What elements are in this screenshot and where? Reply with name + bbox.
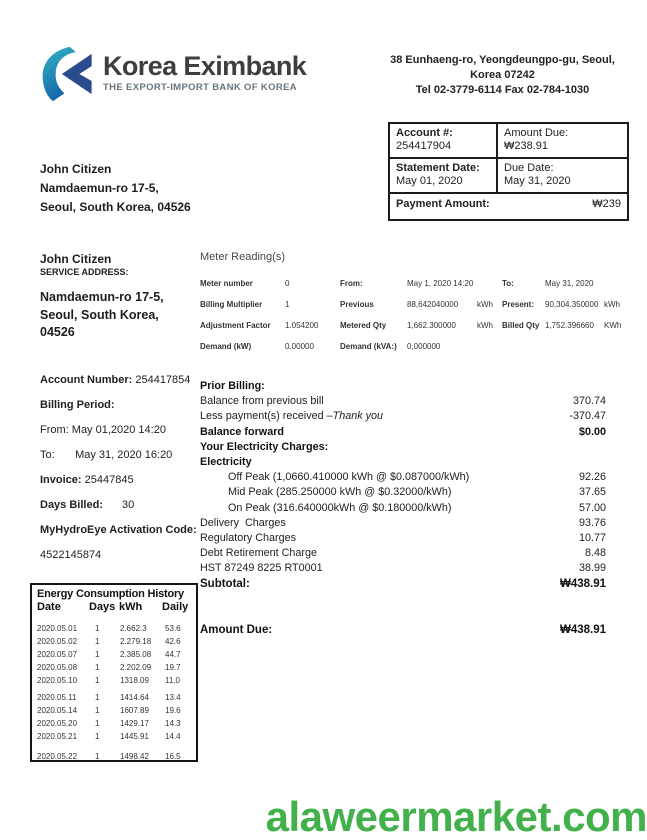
payment-amount-label: Payment Amount: bbox=[396, 198, 490, 210]
energy-consumption-header bbox=[32, 600, 196, 616]
meter-cell: Meter number bbox=[200, 279, 253, 288]
meter-reading-row bbox=[200, 295, 636, 316]
charge-line bbox=[200, 501, 606, 516]
consumption-row bbox=[32, 649, 196, 662]
consumption-cell: 1498.42 bbox=[120, 752, 149, 761]
meter-cell: Adjustment Factor bbox=[200, 321, 271, 330]
mailing-address bbox=[40, 160, 191, 217]
meter-reading-row bbox=[200, 337, 636, 358]
charge-label: Debt Retirement Charge bbox=[200, 547, 318, 560]
consumption-cell: 2020.05.20 bbox=[37, 719, 78, 728]
subtotal-label: Subtotal: bbox=[200, 578, 250, 590]
consumption-cell: 1 bbox=[95, 693, 100, 702]
bank-address bbox=[375, 53, 630, 98]
charge-line bbox=[200, 425, 606, 440]
consumption-row bbox=[32, 705, 196, 718]
subtotal-row bbox=[200, 578, 606, 590]
subtotal-value: ₩438.91 bbox=[559, 578, 606, 590]
meter-cell: Present: bbox=[502, 300, 535, 309]
meter-cell: KWh bbox=[604, 321, 622, 330]
consumption-cell: 1429.17 bbox=[120, 719, 149, 728]
meter-reading-row bbox=[200, 274, 636, 295]
meter-cell: From: bbox=[340, 279, 363, 288]
charge-line bbox=[200, 485, 606, 500]
consumption-cell: 1 bbox=[95, 732, 100, 741]
charge-label: Regulatory Charges bbox=[200, 531, 297, 544]
consumption-cell: 1 bbox=[95, 719, 100, 728]
bank-address-line: 38 Eunhaeng-ro, Yeongdeungpo-gu, Seoul, bbox=[390, 54, 615, 66]
bank-address-line: Korea 07242 bbox=[470, 69, 535, 81]
meter-cell: Billed Qty bbox=[502, 321, 540, 330]
meter-cell: To: bbox=[502, 279, 514, 288]
charge-amount: $0.00 bbox=[578, 425, 606, 438]
charge-label: HST 87249 8225 RT0001 bbox=[200, 562, 323, 575]
column-header-daily: Daily bbox=[162, 601, 189, 613]
amount-due-cell bbox=[496, 124, 627, 159]
consumption-cell: 16.5 bbox=[165, 752, 181, 761]
charge-amount: -370.47 bbox=[569, 410, 606, 423]
consumption-cell: 1445.91 bbox=[120, 732, 149, 741]
meter-cell: 0.00000 bbox=[285, 342, 314, 351]
charge-amount: 10.77 bbox=[578, 531, 606, 544]
meter-reading-row bbox=[200, 316, 636, 337]
energy-consumption-table bbox=[30, 583, 198, 762]
meter-cell: May 1, 2020 14:20 bbox=[407, 279, 474, 288]
invoice-line: Invoice: 25447845 bbox=[40, 474, 134, 486]
meter-cell: Billing Multiplier bbox=[200, 300, 263, 309]
amount-due-total-label: Amount Due: bbox=[200, 624, 273, 636]
charge-line bbox=[200, 516, 606, 531]
consumption-cell: 2020.05.10 bbox=[37, 676, 78, 685]
consumption-cell: 1607.89 bbox=[120, 706, 149, 715]
charge-amount: 57.00 bbox=[578, 501, 606, 514]
bank-tagline: THE EXPORT-IMPORT BANK OF KOREA bbox=[103, 82, 297, 93]
meter-cell: 1,752.396660 bbox=[545, 321, 594, 330]
charge-label: Your Electricity Charges: bbox=[200, 440, 329, 453]
account-number-value: 254417904 bbox=[396, 140, 452, 152]
meter-cell: 1 bbox=[285, 300, 290, 309]
account-details bbox=[40, 374, 197, 574]
consumption-cell: 19.7 bbox=[165, 663, 181, 672]
consumption-cell: 11.0 bbox=[165, 676, 180, 685]
charge-line bbox=[200, 455, 606, 470]
consumption-cell: 19.6 bbox=[165, 706, 181, 715]
consumption-cell: 2020.05.21 bbox=[37, 732, 78, 741]
consumption-cell: 2.385.08 bbox=[120, 650, 152, 659]
amount-due-value: ₩238.91 bbox=[504, 140, 549, 152]
mailing-address-line: Seoul, South Korea, 04526 bbox=[40, 200, 191, 214]
consumption-cell: 2.662.3 bbox=[120, 624, 147, 633]
consumption-cell: 2020.05.02 bbox=[37, 637, 78, 646]
charge-label: Delivery Charges bbox=[200, 516, 286, 529]
service-address-line: Namdaemun-ro 17-5, bbox=[40, 290, 164, 304]
consumption-cell: 1 bbox=[95, 650, 100, 659]
charge-line bbox=[200, 409, 606, 424]
billing-period-label: Billing Period: bbox=[40, 399, 115, 411]
column-header-date: Date bbox=[37, 601, 61, 613]
charge-amount: 93.76 bbox=[578, 516, 606, 529]
meter-cell: 1,662.300000 bbox=[407, 321, 456, 330]
consumption-cell: 1 bbox=[95, 663, 100, 672]
consumption-cell: 2020.05.14 bbox=[37, 706, 78, 715]
bank-address-line: Tel 02-3779-6114 Fax 02-784-1030 bbox=[415, 84, 590, 96]
meter-cell: Previous bbox=[340, 300, 374, 309]
consumption-cell: 1414.64 bbox=[120, 693, 149, 702]
consumption-cell: 2.279.18 bbox=[120, 637, 152, 646]
charge-label: Balance forward bbox=[200, 425, 285, 438]
watermark-text: alaweermarket.com bbox=[265, 793, 647, 840]
account-number-label: Account #: bbox=[396, 127, 453, 139]
billing-period-from: From: May 01,2020 14:20 bbox=[40, 424, 166, 436]
consumption-row bbox=[32, 662, 196, 675]
meter-cell: kWh bbox=[477, 300, 493, 309]
consumption-row bbox=[32, 718, 196, 731]
due-date-label: Due Date: bbox=[504, 162, 554, 174]
charge-amount: 37.65 bbox=[578, 486, 606, 499]
charge-label: Electricity bbox=[200, 455, 252, 468]
meter-cell: 1.054200 bbox=[285, 321, 319, 330]
account-number-line: Account Number: 254417854 bbox=[40, 374, 191, 386]
service-address-line: Seoul, South Korea, bbox=[40, 307, 159, 322]
charge-line bbox=[200, 546, 606, 561]
charge-label: Mid Peak (285.250000 kWh @ $0.32000/kWh) bbox=[228, 486, 452, 499]
payment-amount-row bbox=[390, 194, 627, 219]
charge-amount: 38.99 bbox=[578, 562, 606, 575]
mailing-address-line: John Citizen bbox=[40, 162, 112, 176]
consumption-cell: 1 bbox=[95, 624, 100, 633]
meter-cell: 90,304.350000 bbox=[545, 300, 599, 309]
charge-line bbox=[200, 440, 606, 455]
consumption-cell: 14.3 bbox=[165, 719, 181, 728]
consumption-cell: 2020.05.07 bbox=[37, 650, 78, 659]
consumption-cell: 42.6 bbox=[165, 637, 181, 646]
service-address-label: SERVICE ADDRESS: bbox=[40, 267, 129, 277]
consumption-row bbox=[32, 751, 196, 764]
consumption-cell: 2.202.09 bbox=[120, 663, 152, 672]
meter-cell: kWh bbox=[604, 300, 620, 309]
charge-line bbox=[200, 470, 606, 485]
meter-cell: Demand (kVA:) bbox=[340, 342, 397, 351]
amount-due-label: Amount Due: bbox=[504, 127, 569, 139]
charge-line bbox=[200, 561, 606, 576]
account-number-cell bbox=[390, 124, 496, 159]
activation-code-label: MyHydroEye Activation Code: bbox=[40, 524, 197, 536]
consumption-cell: 1 bbox=[95, 706, 100, 715]
consumption-cell: 1318.09 bbox=[120, 676, 149, 685]
meter-cell: Metered Qty bbox=[340, 321, 387, 330]
charge-label: On Peak (316.640000kWh @ $0.180000/kWh) bbox=[228, 501, 452, 514]
consumption-row bbox=[32, 675, 196, 688]
consumption-cell: 2020.05.01 bbox=[37, 624, 78, 633]
activation-code-value: 4522145874 bbox=[40, 549, 102, 561]
consumption-cell: 1 bbox=[95, 676, 100, 685]
column-header-kwh: kWh bbox=[119, 601, 143, 613]
charge-line bbox=[200, 394, 606, 409]
due-date-value: May 31, 2020 bbox=[504, 175, 571, 187]
charge-line bbox=[200, 379, 606, 394]
charge-amount: 92.26 bbox=[578, 471, 606, 484]
mailing-address-line: Namdaemun-ro 17-5, bbox=[40, 181, 159, 195]
energy-consumption-rows bbox=[32, 623, 196, 764]
bank-logo bbox=[40, 45, 306, 103]
charge-label: Balance from previous bill bbox=[200, 395, 324, 408]
meter-cell: 88,642040000 bbox=[407, 300, 459, 309]
consumption-cell: 2020.05.22 bbox=[37, 752, 78, 761]
statement-date-label: Statement Date: bbox=[396, 162, 480, 174]
amount-due-total-value: ₩438.91 bbox=[559, 624, 606, 636]
charge-amount: 370.74 bbox=[572, 395, 606, 408]
billing-period-to: To: May 31, 2020 16:20 bbox=[40, 449, 173, 461]
charge-label: Less payment(s) received –Thank you bbox=[200, 410, 384, 423]
amount-due-row bbox=[200, 624, 606, 636]
service-address-line: 04526 bbox=[40, 325, 75, 339]
charges-list bbox=[200, 379, 606, 576]
consumption-cell: 1 bbox=[95, 637, 100, 646]
statement-date-cell bbox=[390, 159, 496, 194]
consumption-cell: 1 bbox=[95, 752, 100, 761]
charge-line bbox=[200, 531, 606, 546]
column-header-days: Days bbox=[89, 601, 116, 613]
consumption-cell: 53.6 bbox=[165, 624, 181, 633]
meter-cell: May 31, 2020 bbox=[545, 279, 594, 288]
korea-eximbank-logo-icon bbox=[40, 45, 96, 103]
service-address-block bbox=[40, 252, 164, 342]
charge-amount: 8.48 bbox=[584, 547, 606, 560]
meter-cell: 0,000000 bbox=[407, 342, 441, 351]
consumption-row bbox=[32, 636, 196, 649]
consumption-cell: 44.7 bbox=[165, 650, 181, 659]
consumption-cell: 2020.05.08 bbox=[37, 663, 78, 672]
meter-readings-title: Meter Reading(s) bbox=[200, 251, 285, 263]
days-billed-line: Days Billed: 30 bbox=[40, 499, 135, 511]
account-summary-box bbox=[388, 122, 629, 221]
meter-cell: kWh bbox=[477, 321, 493, 330]
meter-cell: Demand (kW) bbox=[200, 342, 252, 351]
charge-label: Off Peak (1,0660.410000 kWh @ $0.087000/kWh) bbox=[228, 471, 470, 484]
consumption-row bbox=[32, 731, 196, 744]
service-customer-name: John Citizen bbox=[40, 252, 112, 266]
charge-label: Prior Billing: bbox=[200, 380, 265, 392]
energy-consumption-title: Energy Consumption History bbox=[37, 588, 184, 600]
payment-amount-value: ₩239 bbox=[592, 198, 621, 210]
consumption-cell: 2020.05.11 bbox=[37, 693, 77, 702]
meter-readings-table bbox=[200, 274, 636, 358]
statement-date-value: May 01, 2020 bbox=[396, 175, 463, 187]
consumption-cell: 14.4 bbox=[165, 732, 181, 741]
due-date-cell bbox=[496, 159, 627, 194]
consumption-row bbox=[32, 692, 196, 705]
bank-name: Korea Eximbank bbox=[103, 51, 307, 81]
bank-logo-text bbox=[103, 45, 306, 93]
consumption-cell: 13.4 bbox=[165, 693, 181, 702]
consumption-row bbox=[32, 623, 196, 636]
meter-cell: 0 bbox=[285, 279, 290, 288]
